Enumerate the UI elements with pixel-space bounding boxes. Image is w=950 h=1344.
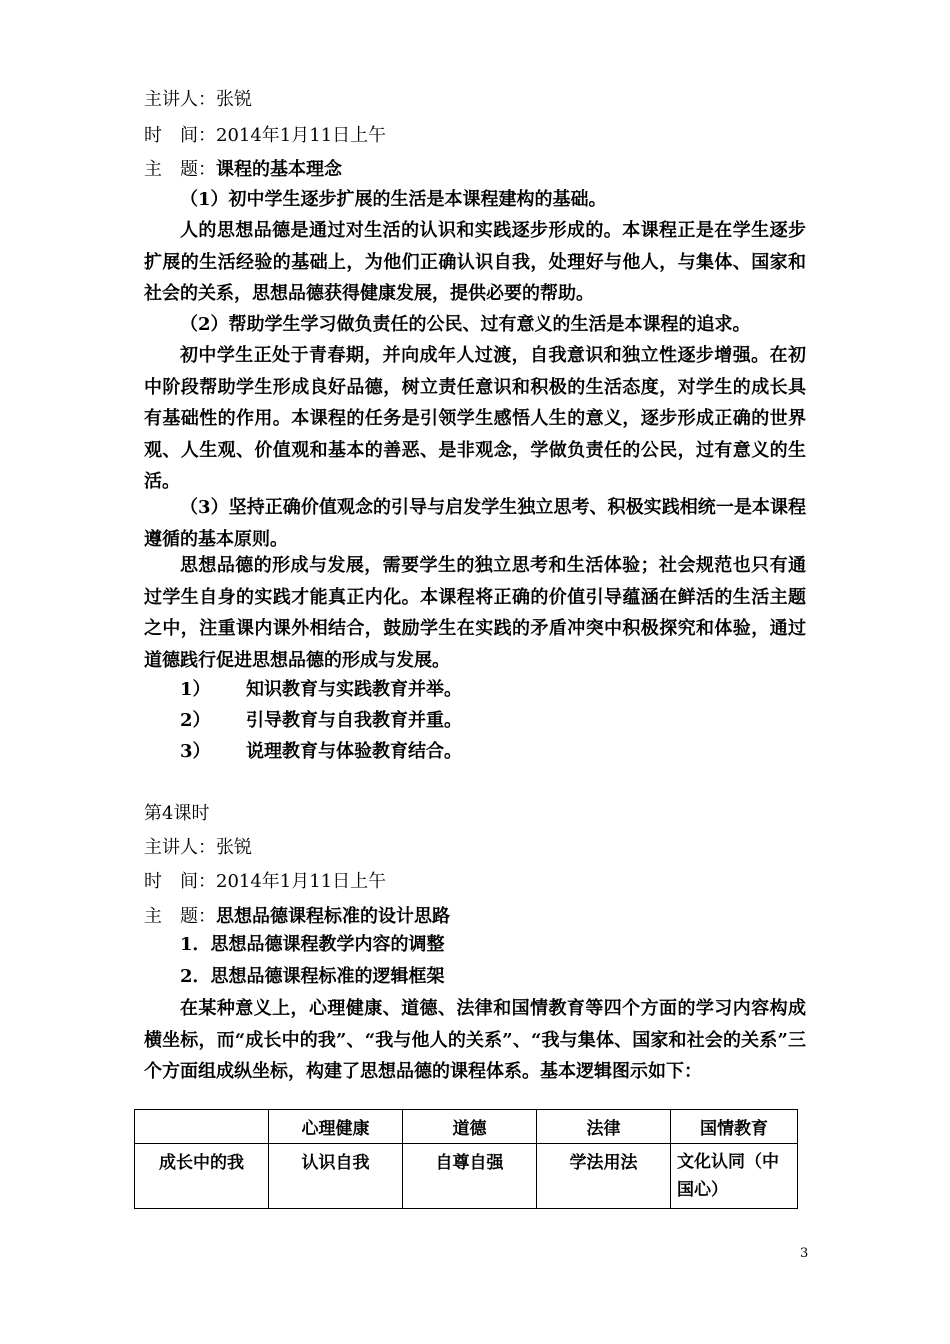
topic-label: 主 题：: [144, 906, 216, 927]
table-row: [135, 1144, 798, 1209]
point3-body: 思想品德的形成与发展，需要学生的独立思考和生活体验；社会规范也只有通过学生自身的实践才能真正内化。本课程将正确的价值引导蕴涵在鲜活的生活主题之中，注重课内课外相结合，鼓励学生在实践的矛盾冲突中积极探究和体验，通过道德践行促进思想品德的形成与发展。: [144, 555, 806, 671]
list-item-text: 知识教育与实践教育并举。: [246, 679, 462, 700]
speaker-line: 主讲人：张锐: [144, 837, 252, 858]
point3-title: （3）坚持正确价值观念的引导与启发学生独立思考、积极实践相统一是本课程遵循的基本原则。: [144, 497, 806, 550]
list-item-number: 1）: [180, 679, 211, 700]
speaker-line: 主讲人：张锐: [144, 89, 252, 110]
point2-title: （2）帮助学生学习做负责任的公民、过有意义的生活是本课程的追求。: [180, 314, 751, 335]
topic-line: [144, 906, 450, 928]
time-line: 时 间：2014年1月11日上午: [144, 871, 387, 892]
session4-heading: 第4课时: [144, 803, 210, 824]
table-header-cell: 法律: [537, 1110, 671, 1144]
time-line: 时 间：2014年1月11日上午: [144, 125, 387, 146]
list-item: [180, 710, 462, 732]
topic-label: 主 题：: [144, 159, 216, 180]
table-cell: 学法用法: [537, 1144, 671, 1209]
topic-title: 课程的基本理念: [216, 159, 342, 180]
list-item-text: 引导教育与自我教育并重。: [246, 710, 462, 731]
table-cell: 文化认同（中国心）: [671, 1144, 798, 1209]
table-header-cell: 国情教育: [671, 1110, 798, 1144]
topic-title: 思想品德课程标准的设计思路: [216, 906, 450, 927]
table-header-cell: 道德: [403, 1110, 537, 1144]
point1-title: （1）初中学生逐步扩展的生活是本课程建构的基础。: [180, 189, 607, 210]
session4-body: 在某种意义上，心理健康、道德、法律和国情教育等四个方面的学习内容构成横坐标，而“成长中的我”、“我与他人的关系”、“我与集体、国家和社会的关系”三个方面组成纵坐标，构建了思想品德的课程体系。基本逻辑图示如下：: [144, 998, 806, 1082]
table-cell: 成长中的我: [135, 1144, 269, 1209]
list-item-number: 3）: [180, 741, 211, 762]
table-cell: 自尊自强: [403, 1144, 537, 1209]
table-header-cell: [135, 1110, 269, 1144]
table-cell: 认识自我: [269, 1144, 403, 1209]
point1-body: 人的思想品德是通过对生活的认识和实践逐步形成的。本课程正是在学生逐步扩展的生活经验的基础上，为他们正确认识自我，处理好与他人，与集体、国家和社会的关系，思想品德获得健康发展，提供必要的帮助。: [144, 220, 806, 304]
topic-line: [144, 159, 342, 181]
list-item: [180, 741, 462, 763]
list-item-number: 2）: [180, 710, 211, 731]
section-item-2: 2．思想品德课程标准的逻辑框架: [180, 966, 445, 987]
page-number: 3: [800, 1246, 809, 1261]
point2-body: 初中学生正处于青春期，并向成年人过渡，自我意识和独立性逐步增强。在初中阶段帮助学生形成良好品德，树立责任意识和积极的生活态度，对学生的成长具有基础性的作用。本课程的任务是引领学生感悟人生的意义，逐步形成正确的世界观、人生观、价值观和基本的善恶、是非观念，学做负责任的公民，过有意义的生活。: [144, 345, 806, 492]
table-header-row: [135, 1110, 798, 1144]
list-item: [180, 679, 462, 701]
table-header-cell: 心理健康: [269, 1110, 403, 1144]
list-item-text: 说理教育与体验教育结合。: [246, 741, 462, 762]
logic-table: [134, 1109, 798, 1209]
section-item-1: 1．思想品德课程教学内容的调整: [180, 934, 445, 955]
